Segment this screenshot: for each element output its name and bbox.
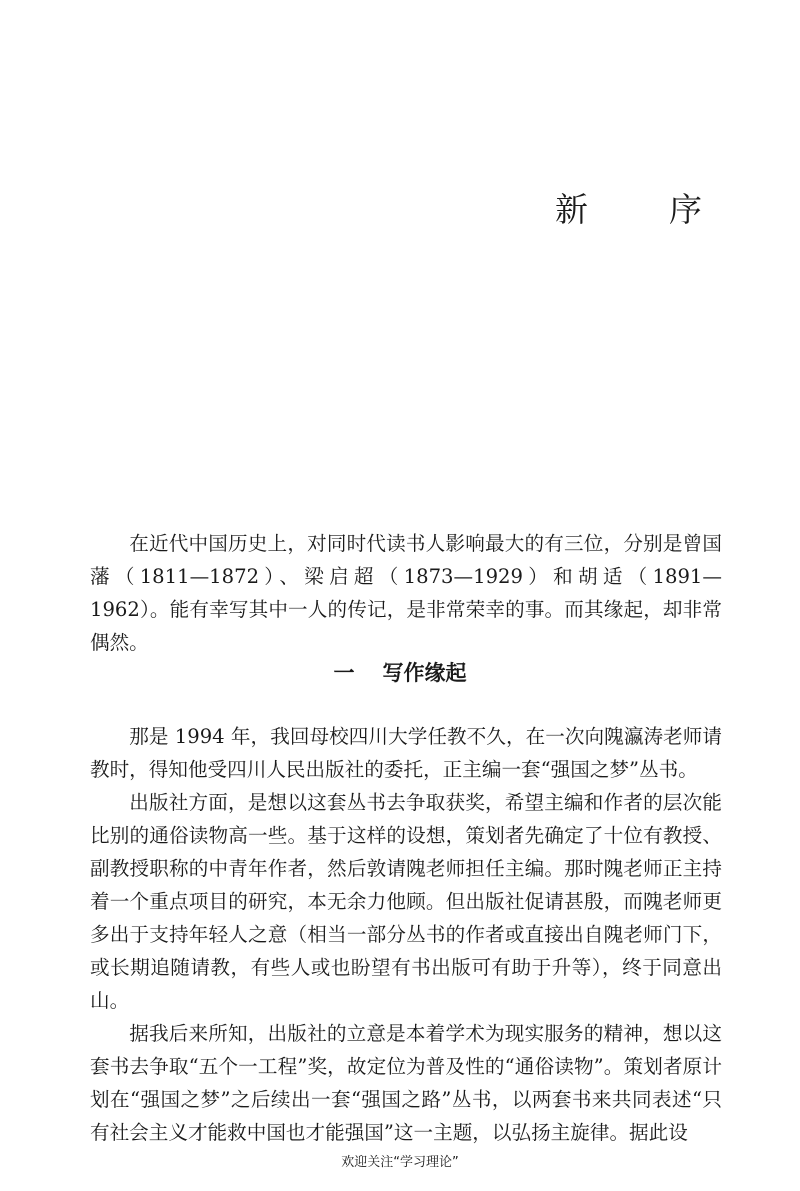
paragraph: 出版社方面，是想以这套丛书去争取获奖，希望主编和作者的层次能比别的通俗读物高一些。基于这样的设想，策划者先确定了十位有教授、副教授职称的中青年作者，然后敦请隗老师担任主编。那时隗老师正主持着一个重点项目的研究，本无余力他顾。但出版社促请甚殷，而隗老师更多出于支持年轻人之意（相当一部分丛书的作者或直接出自隗老师门下，或长期追随请教，有些人或也盼望有书出版可有助于升等），终于同意出山。 — [90, 791, 722, 1012]
intro-block — [90, 527, 722, 659]
paragraph: 据我后来所知，出版社的立意是本着学术为现实服务的精神，想以这套书去争取“五个一工程”奖，故定位为普及性的“通俗读物”。策划者原计划在“强国之梦”之后续出一套“强国之路”丛书，以两套书来共同表述“只有社会主义才能救中国也才能强国”这一主题，以弘扬主旋律。据此设 — [90, 1022, 722, 1144]
section-heading — [0, 656, 800, 690]
body-text — [90, 720, 722, 1149]
page-footer: 欢迎关注“学习理论” — [341, 1155, 459, 1170]
section-title: 写作缘起 — [382, 661, 467, 685]
intro-paragraph: 在近代中国历史上，对同时代读书人影响最大的有三位，分别是曾国藩（1811—1872）、梁启超（1873—1929）和胡适（1891—1962）。能有幸写其中一人的传记，是非常荣幸的事。而其缘起，却非常偶然。 — [90, 532, 722, 654]
paragraph: 那是 1994 年，我回母校四川大学任教不久，在一次向隗瀛涛老师请教时，得知他受四川人民出版社的委托，正主编一套“强国之梦”丛书。 — [90, 725, 722, 781]
chapter-title: 新 序 — [555, 190, 726, 229]
section-number: 一 — [333, 661, 355, 685]
